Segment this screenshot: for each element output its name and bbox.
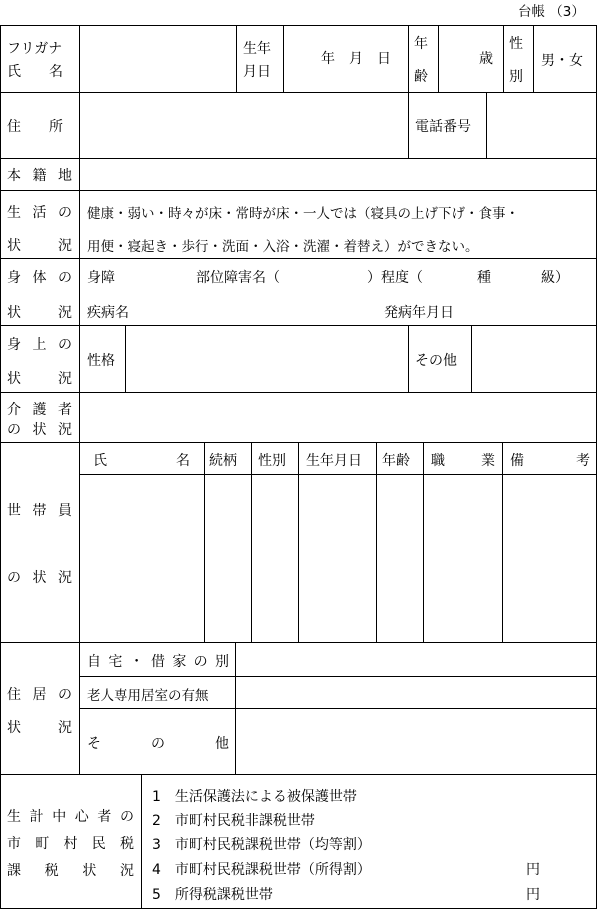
household-col-remarks: 備 考 <box>510 453 590 469</box>
sex-field[interactable]: 男・女 <box>541 53 583 69</box>
personal-other-label: その他 <box>415 353 457 369</box>
tax-option-3: 3 市町村民税課税世帯（均等割） <box>152 837 371 853</box>
housing-label-1: 住居の <box>7 687 72 703</box>
disability-degree-label: ）程度（ <box>367 270 423 286</box>
age-label-2: 齢 <box>414 69 428 85</box>
household-col-age: 年齢 <box>382 453 410 469</box>
col-line <box>408 325 409 392</box>
household-col-birthdate: 生年月日 <box>306 453 362 469</box>
elderly-room-label: 老人専用居室の有無 <box>87 688 209 704</box>
disability-kind-label: 種 <box>477 270 491 286</box>
housing-other-field[interactable] <box>236 709 595 773</box>
tax-label-2: 市町村民税 <box>7 836 134 852</box>
tax-label-3: 課税状況 <box>7 863 134 879</box>
age-field[interactable]: 歳 <box>479 51 493 67</box>
row-line <box>0 190 597 191</box>
household-col-relation: 続柄 <box>209 453 237 469</box>
character-field[interactable] <box>126 326 407 391</box>
tax-yen-5: 円 <box>526 887 540 903</box>
domicile-field[interactable] <box>80 159 595 189</box>
phone-label: 電話番号 <box>415 119 471 135</box>
life-status-options-1: 健康・弱い・時々が床・常時が床・一人では（寝具の上げ下げ・食事・ <box>87 206 519 222</box>
onset-date-label: 発病年月日 <box>384 305 454 321</box>
personal-label-2: 状 況 <box>7 371 72 387</box>
col-line <box>503 25 504 92</box>
own-or-rent-field[interactable] <box>236 643 595 675</box>
housing-label-2: 状 況 <box>7 720 72 736</box>
row-line <box>0 258 597 259</box>
household-col-sex: 性別 <box>258 453 286 469</box>
domicile-label: 本籍地 <box>7 168 72 184</box>
birthdate-label-1: 生年 <box>243 41 271 57</box>
housing-other-label: その他 <box>87 736 229 752</box>
birthdate-label-2: 月日 <box>243 64 271 80</box>
disability-label: 身障 <box>87 270 115 286</box>
tax-option-5: 5 所得税課税世帯 <box>152 887 273 903</box>
household-label-1: 世帯員 <box>7 503 72 519</box>
col-line <box>533 25 534 92</box>
elderly-room-field[interactable] <box>236 677 595 707</box>
life-label-2: 状 況 <box>7 238 72 254</box>
personal-other-field[interactable] <box>472 326 595 391</box>
disease-label: 疾病名 <box>87 305 129 321</box>
address-field[interactable] <box>80 93 407 157</box>
name-field[interactable] <box>80 26 235 91</box>
household-members-area[interactable] <box>80 475 595 641</box>
tax-option-1: 1 生活保護法による被保護世帯 <box>152 789 357 805</box>
col-line <box>283 25 284 92</box>
tax-yen-4: 円 <box>526 862 540 878</box>
col-line <box>236 25 237 92</box>
tax-label-1: 生計中心者の <box>7 809 134 825</box>
tax-option-2: 2 市町村民税非課税世帯 <box>152 813 315 829</box>
body-label-2: 状 況 <box>7 305 72 321</box>
caregiver-field[interactable] <box>80 393 595 441</box>
age-label-1: 年 <box>414 36 428 52</box>
character-label: 性格 <box>87 353 115 369</box>
furigana-label: フリガナ <box>7 41 63 57</box>
ledger-header: 台帳 （3） <box>518 4 585 20</box>
personal-label-1: 身上の <box>7 337 72 353</box>
col-line <box>408 92 409 158</box>
body-label-1: 身体の <box>7 270 72 286</box>
household-label-2: の状況 <box>7 570 72 586</box>
col-line <box>408 25 409 92</box>
disability-site-label: 部位障害名（ <box>196 270 280 286</box>
address-label: 住 所 <box>7 119 63 135</box>
sex-label-1: 性 <box>509 36 523 52</box>
name-label: 氏 名 <box>7 64 63 80</box>
life-label-1: 生活の <box>7 205 72 221</box>
caregiver-label-1: 介護者 <box>7 402 72 418</box>
birthdate-field[interactable]: 年 月 日 <box>321 51 391 67</box>
tax-option-4: 4 市町村民税課税世帯（所得割） <box>152 862 371 878</box>
caregiver-label-2: の状況 <box>7 422 72 438</box>
own-or-rent-label: 自宅・借家の別 <box>87 654 229 670</box>
household-col-name: 氏 名 <box>93 453 190 469</box>
household-col-occupation: 職 業 <box>431 453 495 469</box>
col-line <box>141 774 142 908</box>
sex-label-2: 別 <box>509 69 523 85</box>
col-line <box>438 25 439 92</box>
phone-field[interactable] <box>487 93 595 157</box>
disability-grade-label: 級） <box>541 270 569 286</box>
row-line <box>0 774 597 775</box>
life-status-options-2: 用便・寝起き・歩行・洗面・入浴・洗濯・着替え）ができない。 <box>87 239 479 255</box>
